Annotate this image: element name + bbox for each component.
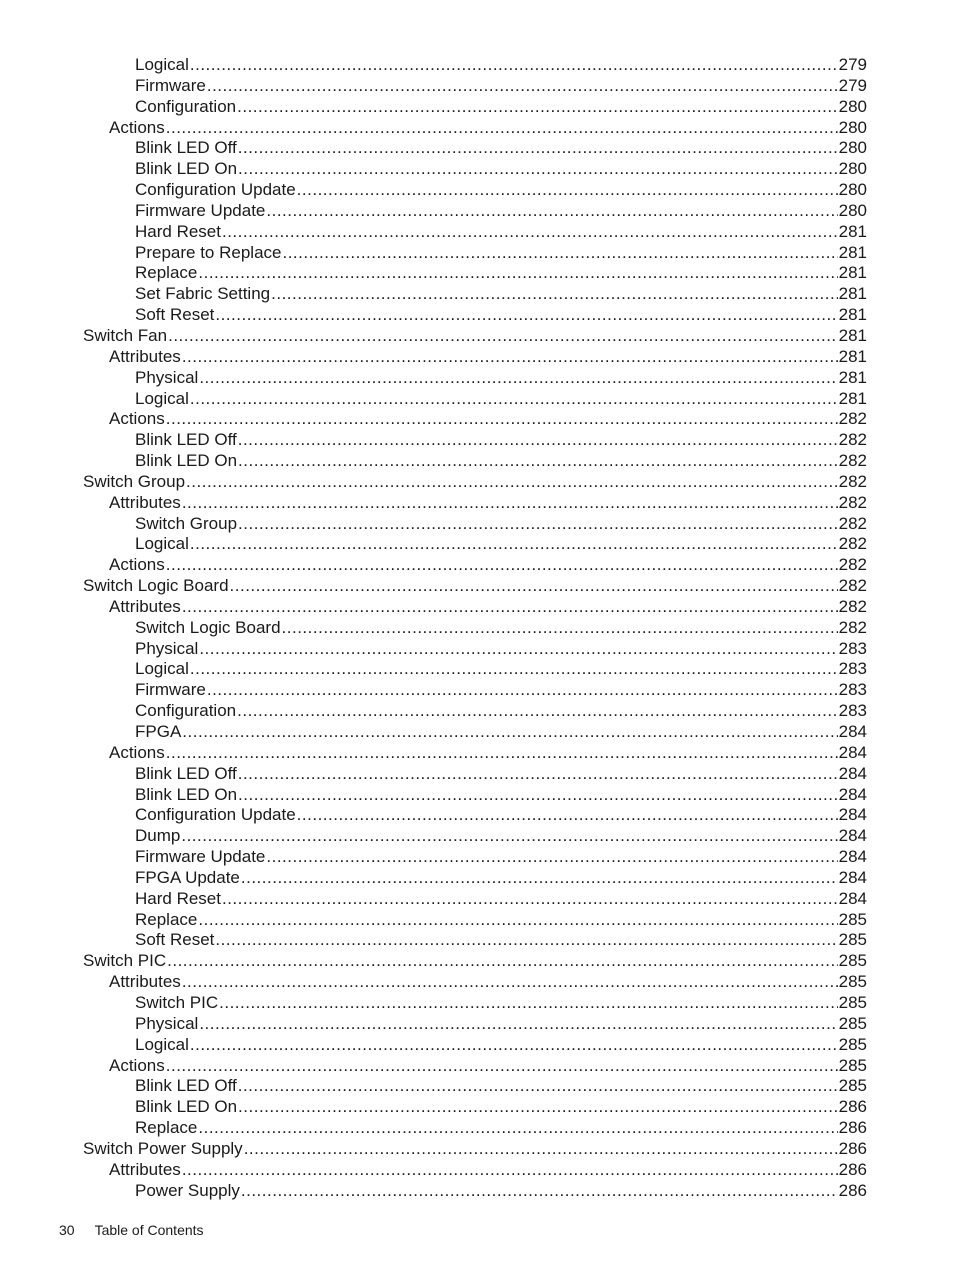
- toc-entry-page-number: 280: [838, 117, 867, 137]
- toc-entry-page-number: 281: [838, 367, 867, 387]
- toc-entry-page-number: 285: [838, 930, 867, 950]
- toc-entry-page-number: 282: [838, 596, 867, 616]
- toc-entry-page-number: 279: [838, 55, 867, 74]
- toc-entry-label: Actions: [109, 555, 165, 575]
- dot-leader: [190, 389, 838, 410]
- dot-leader: [230, 576, 838, 597]
- dot-leader: [199, 1014, 837, 1035]
- toc-entry-page-number: 282: [838, 451, 867, 471]
- toc-entry-page-number: 282: [838, 576, 867, 596]
- dot-leader: [167, 951, 837, 972]
- toc-entry-label: Blink LED Off: [135, 763, 237, 783]
- toc-entry-page-number: 281: [838, 346, 867, 366]
- toc-entry-page-number: 281: [838, 325, 867, 345]
- dot-leader: [166, 1056, 838, 1077]
- toc-entry-label: Firmware Update: [135, 847, 266, 867]
- toc-entry-page-number: 285: [838, 992, 867, 1012]
- toc-entry-label: Soft Reset: [135, 305, 215, 325]
- toc-entry-label: Attributes: [109, 346, 181, 366]
- dot-leader: [182, 972, 838, 993]
- toc-entry-label: Set Fabric Setting: [135, 284, 271, 304]
- toc-entry[interactable]: [135, 514, 867, 535]
- toc-entry[interactable]: [135, 1181, 867, 1202]
- toc-entry[interactable]: [83, 576, 867, 597]
- toc-entry[interactable]: [109, 118, 867, 139]
- toc-entry-label: Blink LED On: [135, 784, 238, 804]
- toc-entry[interactable]: [135, 889, 867, 910]
- toc-entry-page-number: 280: [838, 138, 867, 158]
- toc-entry[interactable]: [83, 951, 867, 972]
- toc-entry[interactable]: [135, 159, 867, 180]
- toc-entry-label: Switch PIC: [83, 951, 167, 971]
- dot-leader: [198, 910, 837, 931]
- toc-entry-page-number: 280: [838, 159, 867, 179]
- toc-entry-label: Actions: [109, 742, 165, 762]
- toc-entry[interactable]: [135, 97, 867, 118]
- toc-entry-page-number: 280: [838, 180, 867, 200]
- dot-leader: [238, 430, 838, 451]
- toc-entry-label: Firmware Update: [135, 200, 266, 220]
- toc-entry-label: Configuration Update: [135, 805, 296, 825]
- dot-leader: [215, 305, 837, 326]
- toc-entry-label: Blink LED Off: [135, 430, 237, 450]
- toc-entry-page-number: 281: [838, 284, 867, 304]
- toc-entry-label: Blink LED On: [135, 451, 238, 471]
- toc-entry-label: Logical: [135, 659, 189, 679]
- toc-entry-page-number: 280: [838, 200, 867, 220]
- toc-entry-label: Switch Group: [83, 471, 186, 491]
- toc-entry[interactable]: [83, 472, 867, 493]
- toc-entry-page-number: 282: [838, 617, 867, 637]
- toc-entry-label: Attributes: [109, 596, 181, 616]
- toc-entry-page-number: 281: [838, 221, 867, 241]
- toc-entry-page-number: 282: [838, 409, 867, 429]
- toc-entry-label: Actions: [109, 1055, 165, 1075]
- toc-entry-label: Blink LED On: [135, 1097, 238, 1117]
- dot-leader: [238, 514, 838, 535]
- toc-entry[interactable]: [135, 785, 867, 806]
- footer-section-title: Table of Contents: [94, 1222, 204, 1238]
- toc-entry-page-number: 286: [838, 1118, 867, 1138]
- toc-entry[interactable]: [135, 368, 867, 389]
- dot-leader: [166, 743, 838, 764]
- toc-entry-label: Switch PIC: [135, 992, 219, 1012]
- toc-entry-page-number: 283: [838, 680, 867, 700]
- toc-entry[interactable]: [135, 534, 867, 555]
- dot-leader: [238, 159, 838, 180]
- toc-entry-label: Blink LED Off: [135, 138, 237, 158]
- toc-entry[interactable]: [135, 722, 867, 743]
- toc-entry-label: Configuration Update: [135, 180, 296, 200]
- toc-entry-page-number: 283: [838, 638, 867, 658]
- dot-leader: [166, 118, 838, 139]
- dot-leader: [219, 993, 837, 1014]
- toc-entry[interactable]: [135, 1076, 867, 1097]
- toc-entry[interactable]: [135, 764, 867, 785]
- dot-leader: [282, 618, 838, 639]
- toc-entry-page-number: 281: [838, 305, 867, 325]
- toc-entry-label: Soft Reset: [135, 930, 215, 950]
- toc-entry-page-number: 282: [838, 492, 867, 512]
- toc-entry-page-number: 284: [838, 847, 867, 867]
- dot-leader: [244, 1139, 838, 1160]
- toc-entry-page-number: 284: [838, 805, 867, 825]
- toc-entry-page-number: 285: [838, 1034, 867, 1054]
- toc-entry-page-number: 284: [838, 742, 867, 762]
- toc-entry-label: Switch Logic Board: [83, 576, 229, 596]
- dot-leader: [237, 701, 838, 722]
- toc-entry-page-number: 284: [838, 867, 867, 887]
- toc-entry-page-number: 284: [838, 722, 867, 741]
- toc-entry[interactable]: [135, 805, 867, 826]
- dot-leader: [182, 722, 837, 743]
- toc-entry-label: Power Supply: [135, 1180, 240, 1200]
- toc-entry-page-number: 284: [838, 888, 867, 908]
- toc-entry[interactable]: [135, 284, 867, 305]
- toc-entry[interactable]: [135, 910, 867, 931]
- toc-entry[interactable]: [135, 451, 867, 472]
- toc-entry-page-number: 281: [838, 388, 867, 408]
- footer-page-number: 30: [59, 1222, 75, 1238]
- toc-entry-page-number: 286: [838, 1180, 867, 1200]
- toc-entry-label: Hard Reset: [135, 888, 221, 908]
- dot-leader: [222, 222, 838, 243]
- dot-leader: [238, 1076, 838, 1097]
- toc-entry-page-number: 284: [838, 784, 867, 804]
- toc-entry[interactable]: [135, 138, 867, 159]
- toc-entry-page-number: 285: [838, 909, 867, 929]
- toc-entry[interactable]: [135, 868, 867, 889]
- toc-entry[interactable]: [109, 347, 867, 368]
- toc-entry[interactable]: [109, 409, 867, 430]
- toc-entry-label: Dump: [135, 826, 181, 846]
- toc-entry-label: Switch Fan: [83, 325, 168, 345]
- toc-entry-page-number: 286: [838, 1097, 867, 1117]
- dot-leader: [238, 451, 838, 472]
- dot-leader: [181, 826, 837, 847]
- toc-entry[interactable]: [109, 743, 867, 764]
- toc-entry-label: Configuration: [135, 96, 237, 116]
- toc-entry-label: FPGA Update: [135, 867, 240, 887]
- toc-entry[interactable]: [135, 618, 867, 639]
- toc-entry[interactable]: [135, 389, 867, 410]
- toc-entry-page-number: 282: [838, 430, 867, 450]
- toc-entry-label: Replace: [135, 263, 198, 283]
- toc-entry[interactable]: [135, 993, 867, 1014]
- toc-entry-page-number: 283: [838, 659, 867, 679]
- toc-entry-page-number: 282: [838, 513, 867, 533]
- dot-leader: [266, 847, 837, 868]
- dot-leader: [222, 889, 838, 910]
- toc-entry-page-number: 283: [838, 701, 867, 721]
- toc-entry-label: Switch Logic Board: [135, 617, 281, 637]
- toc-entry[interactable]: [135, 76, 867, 97]
- dot-leader: [238, 138, 838, 159]
- dot-leader: [207, 680, 838, 701]
- page-footer: [59, 1222, 204, 1238]
- toc-entry[interactable]: [135, 222, 867, 243]
- toc-entry-label: Replace: [135, 909, 198, 929]
- toc-entry-label: Physical: [135, 638, 199, 658]
- toc-entry[interactable]: [83, 326, 867, 347]
- dot-leader: [237, 97, 838, 118]
- dot-leader: [238, 764, 838, 785]
- toc-entry-label: Prepare to Replace: [135, 242, 282, 262]
- toc-entry[interactable]: [109, 972, 867, 993]
- toc-entry[interactable]: [135, 243, 867, 264]
- toc-entry[interactable]: [135, 180, 867, 201]
- toc-entry-label: Actions: [109, 117, 165, 137]
- toc-entry-page-number: 282: [838, 534, 867, 554]
- toc-entry-page-number: 286: [838, 1159, 867, 1179]
- dot-leader: [190, 55, 838, 76]
- table-of-contents: [0, 55, 954, 1201]
- toc-entry-page-number: 281: [838, 263, 867, 283]
- toc-entry[interactable]: [135, 639, 867, 660]
- toc-entry-label: Attributes: [109, 1159, 181, 1179]
- dot-leader: [215, 930, 837, 951]
- dot-leader: [182, 597, 838, 618]
- dot-leader: [166, 555, 838, 576]
- toc-entry-page-number: 285: [838, 1013, 867, 1033]
- toc-entry-page-number: 285: [838, 1076, 867, 1096]
- dot-leader: [198, 263, 837, 284]
- toc-entry-page-number: 281: [838, 242, 867, 262]
- dot-leader: [297, 805, 838, 826]
- toc-entry-page-number: 284: [838, 763, 867, 783]
- toc-entry-label: Logical: [135, 534, 189, 554]
- dot-leader: [199, 368, 837, 389]
- toc-entry-page-number: 282: [838, 471, 867, 491]
- dot-leader: [266, 201, 837, 222]
- dot-leader: [238, 785, 838, 806]
- toc-entry[interactable]: [135, 201, 867, 222]
- toc-entry[interactable]: [135, 826, 867, 847]
- toc-entry-label: Attributes: [109, 492, 181, 512]
- toc-entry-label: Logical: [135, 55, 189, 74]
- dot-leader: [199, 639, 837, 660]
- toc-entry-page-number: 284: [838, 826, 867, 846]
- toc-entry[interactable]: [135, 305, 867, 326]
- toc-entry[interactable]: [109, 1056, 867, 1077]
- toc-entry[interactable]: [135, 1097, 867, 1118]
- dot-leader: [186, 472, 838, 493]
- toc-entry-label: Hard Reset: [135, 221, 221, 241]
- toc-entry-label: Replace: [135, 1118, 198, 1138]
- toc-entry-page-number: 285: [838, 1055, 867, 1075]
- dot-leader: [190, 1035, 838, 1056]
- dot-leader: [182, 347, 838, 368]
- dot-leader: [282, 243, 837, 264]
- toc-entry[interactable]: [135, 1014, 867, 1035]
- toc-entry-label: Firmware: [135, 75, 206, 95]
- dot-leader: [168, 326, 838, 347]
- dot-leader: [182, 1160, 838, 1181]
- toc-entry-page-number: 282: [838, 555, 867, 575]
- toc-entry-label: Switch Group: [135, 513, 238, 533]
- toc-entry-label: Physical: [135, 1013, 199, 1033]
- dot-leader: [241, 1181, 838, 1202]
- toc-entry[interactable]: [135, 930, 867, 951]
- toc-entry[interactable]: [135, 263, 867, 284]
- toc-entry-label: Blink LED On: [135, 159, 238, 179]
- toc-entry[interactable]: [135, 847, 867, 868]
- dot-leader: [241, 868, 838, 889]
- dot-leader: [166, 409, 838, 430]
- dot-leader: [297, 180, 838, 201]
- toc-entry[interactable]: [109, 555, 867, 576]
- dot-leader: [182, 493, 838, 514]
- toc-entry[interactable]: [109, 597, 867, 618]
- toc-entry[interactable]: [135, 659, 867, 680]
- toc-entry-label: Configuration: [135, 701, 237, 721]
- toc-entry-label: Blink LED Off: [135, 1076, 237, 1096]
- toc-entry-page-number: 280: [838, 96, 867, 116]
- dot-leader: [271, 284, 838, 305]
- toc-entry[interactable]: [135, 680, 867, 701]
- toc-entry-label: Logical: [135, 388, 189, 408]
- dot-leader: [238, 1097, 838, 1118]
- toc-entry[interactable]: [83, 1139, 867, 1160]
- toc-entry-label: Firmware: [135, 680, 206, 700]
- toc-entry[interactable]: [135, 55, 867, 76]
- toc-entry-page-number: 285: [838, 951, 867, 971]
- toc-entry[interactable]: [135, 1118, 867, 1139]
- toc-entry-label: Physical: [135, 367, 199, 387]
- toc-entry-page-number: 285: [838, 972, 867, 992]
- dot-leader: [190, 534, 838, 555]
- toc-entry-label: Actions: [109, 409, 165, 429]
- toc-entry[interactable]: [135, 430, 867, 451]
- dot-leader: [198, 1118, 837, 1139]
- toc-entry-page-number: 286: [838, 1138, 867, 1158]
- toc-entry-label: FPGA: [135, 722, 182, 741]
- toc-entry-page-number: 279: [838, 75, 867, 95]
- toc-entry[interactable]: [135, 701, 867, 722]
- toc-entry-label: Attributes: [109, 972, 181, 992]
- toc-entry[interactable]: [109, 1160, 867, 1181]
- toc-entry-label: Logical: [135, 1034, 189, 1054]
- toc-entry[interactable]: [135, 1035, 867, 1056]
- toc-entry[interactable]: [109, 493, 867, 514]
- dot-leader: [207, 76, 838, 97]
- dot-leader: [190, 659, 838, 680]
- toc-entry-label: Switch Power Supply: [83, 1138, 243, 1158]
